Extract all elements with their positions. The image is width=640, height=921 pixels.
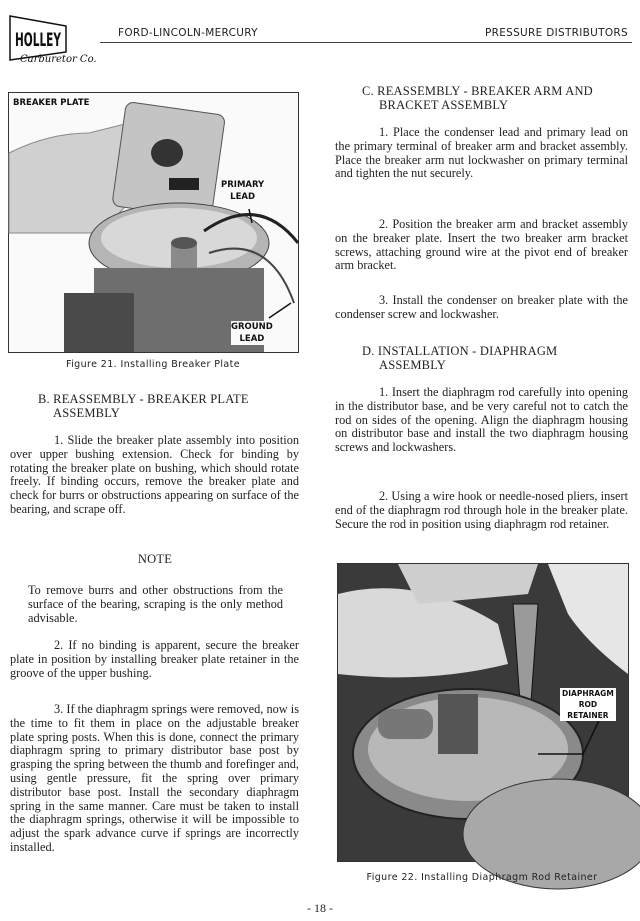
header-right: PRESSURE DISTRIBUTORS <box>484 27 628 39</box>
label-primary-lead <box>221 179 264 203</box>
section-c-paragraph-2: 2. Position the breaker arm and bracket assembly on the breaker plate. Insert the two breaker arm bracket screws, attaching ground wire at the pivot end of breaker arm bracket. <box>335 217 628 273</box>
header-left: FORD-LINCOLN-MERCURY <box>118 27 258 39</box>
section-b-paragraph-3: 3. If the diaphragm springs were removed, now is the time to fit them in place on the adjustable breaker plate spring posts. When this is done, connect the primary diaphragm spring to primary distributor base post by grasping the spring between the thumb and forefinger and, using gentle pressure, fit the spring over primary distributor base post. Install the secondary diaphragm spring in the same manner. Care must be taken to install the diaphragm springs, otherwise it will be impossible to adjust the spark advance curve if springs are incorrectly installed. <box>10 702 299 854</box>
section-d-paragraph-1: 1. Insert the diaphragm rod carefully into opening in the distributor base, and be very careful not to catch the rod on sides of the opening. Align the diaphragm housing on distributor base and install the two diaphragm housing screws and lockwashers. <box>335 385 628 455</box>
section-d-heading <box>362 344 557 372</box>
section-d-heading-line2: ASSEMBLY <box>379 358 447 372</box>
label-primary-lead-line2: LEAD <box>230 192 256 202</box>
label-primary-lead-line1: PRIMARY <box>221 180 265 190</box>
label-ground-lead <box>231 321 273 345</box>
section-c-heading-line1: C. REASSEMBLY - BREAKER ARM AND <box>362 84 593 98</box>
holley-logo <box>6 12 97 65</box>
figure-22-caption: Figure 22. Installing Diaphragm Rod Retainer <box>366 872 598 883</box>
note-text: To remove burrs and other obstructions from the surface of the bearing, scraping is the only method advisable. <box>28 583 283 625</box>
section-c-paragraph-3: 3. Install the condenser on breaker plate with the condenser screw and lockwasher. <box>335 293 628 321</box>
label-line3: RETAINER <box>567 711 609 720</box>
section-d-paragraph-2: 2. Using a wire hook or needle-nosed pliers, insert end of the diaphragm rod through hole in the breaker plate. Secure the rod in position using diaphragm rod retainer. <box>335 489 628 531</box>
section-c-paragraph-1: 1. Place the condenser lead and primary lead on the primary terminal of breaker arm and bracket assembly. Place the breaker arm nut lockwasher on primary terminal and tighten the nut securely. <box>335 125 628 181</box>
section-b-paragraph-2: 2. If no binding is apparent, secure the breaker plate in position by installing breaker plate retainer in the groove of the upper bushing. <box>10 638 299 680</box>
section-b-heading <box>38 392 249 420</box>
label-line2: ROD <box>578 700 598 709</box>
section-b-heading-line2: ASSEMBLY <box>53 406 121 420</box>
section-b-paragraph-1: 1. Slide the breaker plate assembly into position over upper bushing extension. Check for binding by rotating the breaker plate on bushing, which should rotate freely. If binding occurs, remove the breaker plate and check for burrs or obstructions appearing on surface of the bearing, and scrape off. <box>10 433 299 516</box>
figure-22-photo <box>337 563 629 862</box>
svg-text:Carburetor Co.: Carburetor Co. <box>20 54 97 65</box>
label-line1: DIAPHRAGM <box>562 689 614 698</box>
label-breaker-plate: BREAKER PLATE <box>13 98 90 108</box>
svg-text:HOLLEY: HOLLEY <box>15 29 62 51</box>
figure-21-photo <box>8 92 299 353</box>
page-number: - 18 - <box>307 901 333 915</box>
section-d-heading-line1: D. INSTALLATION - DIAPHRAGM <box>362 344 558 358</box>
section-b-heading-line1: B. REASSEMBLY - BREAKER PLATE <box>38 392 249 406</box>
header-rule <box>100 42 632 43</box>
figure-21-caption: Figure 21. Installing Breaker Plate <box>65 359 241 370</box>
label-ground-lead-line2: LEAD <box>239 334 265 344</box>
label-ground-lead-line1: GROUND <box>231 322 273 332</box>
label-diaphragm-rod-retainer <box>560 688 616 721</box>
section-c-heading <box>362 84 593 112</box>
section-c-heading-line2: BRACKET ASSEMBLY <box>379 98 509 112</box>
note-title: NOTE <box>137 552 173 566</box>
